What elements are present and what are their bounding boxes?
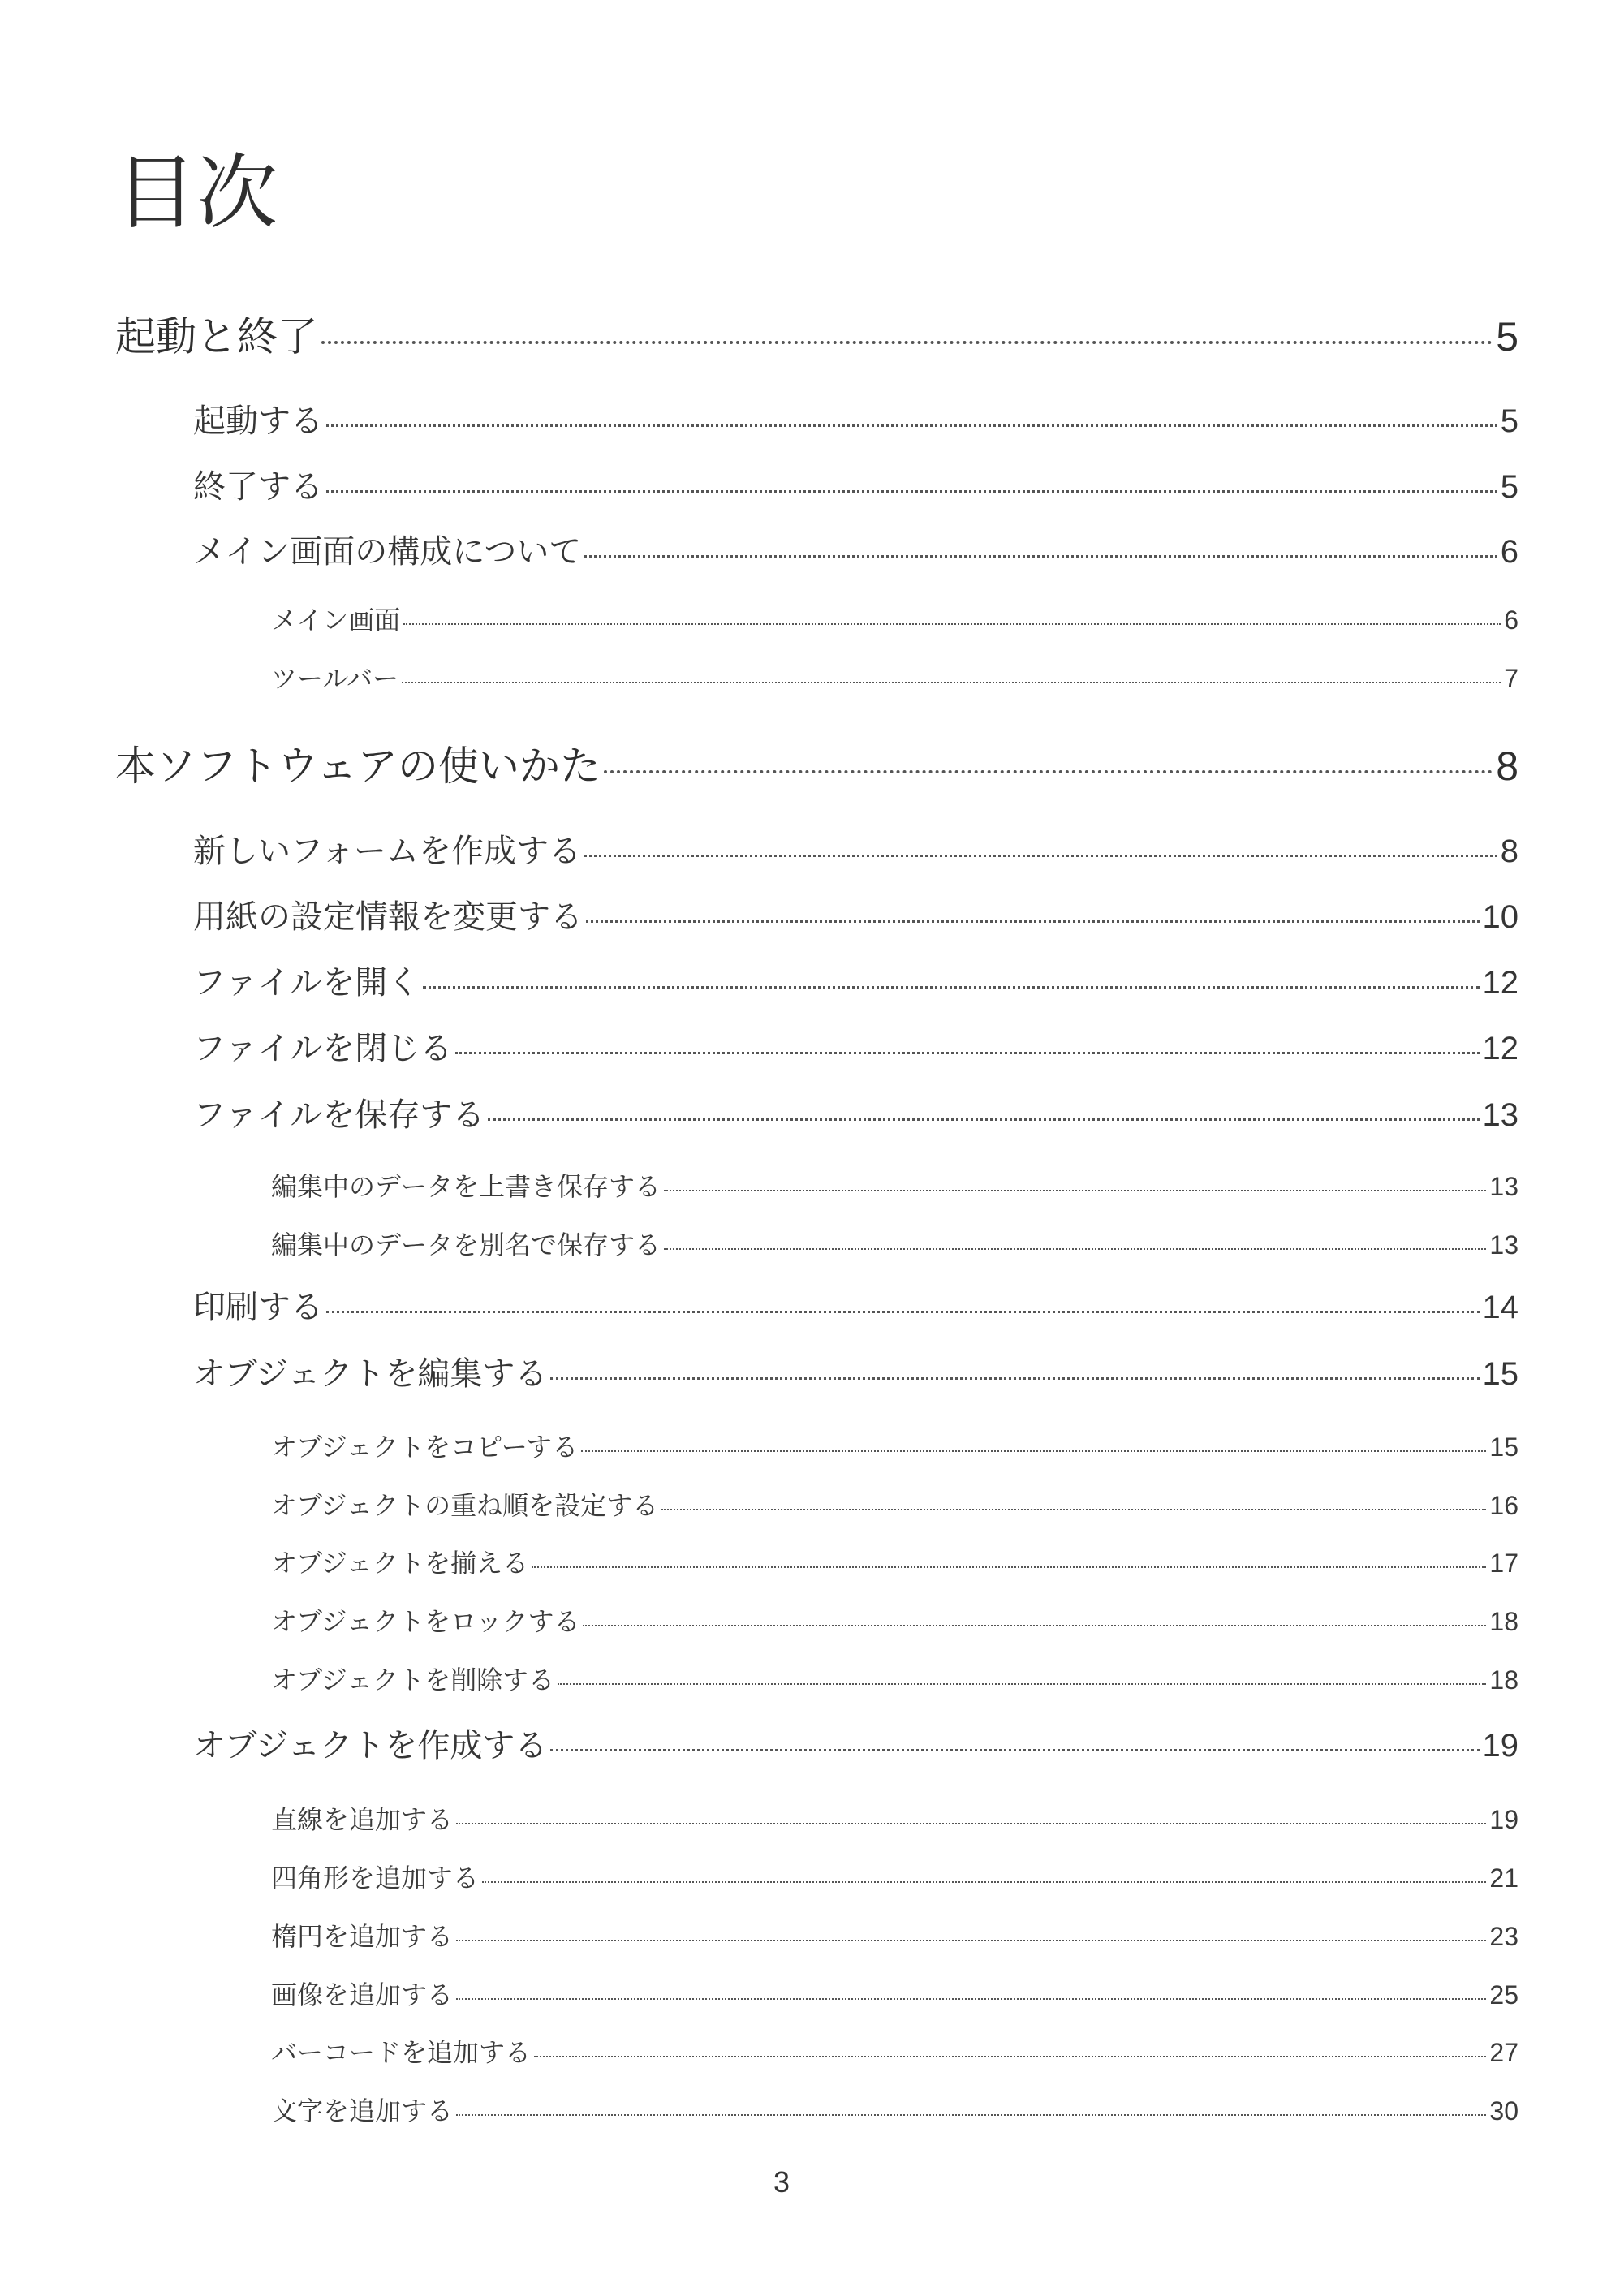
toc-entry-page: 18 (1489, 1665, 1518, 1695)
toc-entry-level-2[interactable] (193, 825, 1518, 871)
page-title: 目次 (115, 145, 278, 240)
toc-entry-page: 10 (1482, 899, 1518, 935)
toc-entry-title: オブジェクトを削除する (271, 1665, 555, 1695)
toc-dot-leader (456, 1940, 1486, 1941)
toc-entry-level-2[interactable] (193, 1348, 1518, 1394)
toc-entry-page: 30 (1489, 2096, 1518, 2126)
toc-entry-page: 16 (1489, 1491, 1518, 1520)
toc-entry-page: 8 (1496, 743, 1518, 789)
toc-entry-page: 13 (1482, 1097, 1518, 1133)
toc-entry-page: 27 (1489, 2038, 1518, 2067)
toc-entry-page: 21 (1489, 1863, 1518, 1893)
toc-dot-leader (402, 682, 1501, 683)
toc-dot-leader (456, 1823, 1486, 1824)
toc-dot-leader (550, 1749, 1479, 1751)
toc-entry-level-3[interactable] (271, 2032, 1518, 2068)
toc-entry-level-3[interactable] (271, 1916, 1518, 1952)
toc-entry-title: オブジェクトの重ね順を設定する (271, 1490, 659, 1521)
toc-entry-level-3[interactable] (271, 1225, 1518, 1260)
toc-dot-leader (550, 1377, 1479, 1380)
toc-entry-level-3[interactable] (271, 1166, 1518, 1202)
toc-entry-title: ファイルを保存する (193, 1096, 485, 1134)
toc-entry-page: 6 (1504, 605, 1518, 635)
toc-entry-level-3[interactable] (271, 658, 1518, 694)
toc-entry-title: 直線を追加する (271, 1804, 454, 1835)
toc-entry-page: 5 (1500, 403, 1518, 439)
toc-dot-leader (532, 1566, 1486, 1568)
toc-dot-leader (326, 424, 1497, 427)
toc-entry-page: 12 (1482, 965, 1518, 1001)
toc-entry-level-2[interactable] (193, 1282, 1518, 1327)
toc-entry-page: 5 (1500, 469, 1518, 505)
toc-entry-level-2[interactable] (193, 957, 1518, 1002)
toc-entry-level-3[interactable] (271, 1427, 1518, 1462)
toc-dot-leader (583, 1625, 1486, 1626)
toc-entry-title: オブジェクトを作成する (193, 1727, 548, 1764)
toc-entry-level-2[interactable] (193, 891, 1518, 937)
toc-entry-level-2[interactable] (193, 1720, 1518, 1765)
toc-entry-page: 7 (1504, 664, 1518, 693)
toc-entry-page: 19 (1489, 1805, 1518, 1834)
toc-entry-title: 編集中のデータを別名で保存する (271, 1230, 661, 1260)
toc-entry-page: 8 (1500, 834, 1518, 869)
toc-dot-leader (664, 1190, 1486, 1191)
toc-dot-leader (534, 2056, 1486, 2057)
toc-entry-title: 終了する (193, 468, 323, 506)
toc-entry-page: 13 (1489, 1230, 1518, 1260)
toc-entry-title: 編集中のデータを上書き保存する (271, 1171, 661, 1202)
toc-entry-title: 本ソフトウェアの使いかた (115, 743, 601, 790)
toc-entry-level-3[interactable] (271, 1975, 1518, 2010)
toc-entry-page: 13 (1489, 1172, 1518, 1201)
toc-dot-leader (326, 490, 1497, 493)
toc-dot-leader (586, 920, 1480, 923)
toc-dot-leader (664, 1248, 1486, 1250)
toc-dot-leader (488, 1118, 1479, 1121)
toc-entry-title: 文字を追加する (271, 2096, 454, 2126)
toc-dot-leader (403, 623, 1501, 625)
toc-entry-level-2[interactable] (193, 395, 1518, 441)
toc-entry-title: ファイルを閉じる (193, 1030, 453, 1067)
toc-dot-leader (482, 1881, 1486, 1883)
toc-entry-level-3[interactable] (271, 600, 1518, 635)
toc-entry-level-2[interactable] (193, 1023, 1518, 1068)
toc-entry-title: メイン画面の構成について (193, 533, 582, 571)
toc-entry-title: 起動する (193, 403, 323, 440)
toc-entry-level-3[interactable] (271, 1660, 1518, 1695)
toc-entry-page: 18 (1489, 1607, 1518, 1636)
toc-entry-level-3[interactable] (271, 1485, 1518, 1521)
toc-entry-title: オブジェクトをコピーする (271, 1432, 579, 1462)
toc-entry-page: 5 (1496, 314, 1518, 360)
toc-entry-level-3[interactable] (271, 2091, 1518, 2126)
toc-entry-title: 画像を追加する (271, 1979, 454, 2010)
page-number: 3 (773, 2165, 790, 2199)
toc-entry-page: 17 (1489, 1549, 1518, 1578)
toc-entry-page: 6 (1500, 534, 1518, 570)
toc-entry-title: 楕円を追加する (271, 1921, 454, 1952)
toc-dot-leader (321, 341, 1493, 344)
toc-entry-title: 印刷する (193, 1289, 323, 1326)
toc-entry-title: 新しいフォームを作成する (193, 833, 581, 870)
toc-dot-leader (455, 1052, 1479, 1054)
toc-entry-page: 15 (1489, 1432, 1518, 1462)
toc-entry-level-1[interactable] (115, 304, 1518, 361)
toc-entry-title: オブジェクトを編集する (193, 1355, 548, 1393)
toc-entry-page: 12 (1482, 1031, 1518, 1066)
toc-entry-page: 19 (1482, 1728, 1518, 1764)
toc-entry-title: オブジェクトを揃える (271, 1548, 529, 1579)
toc-entry-level-2[interactable] (193, 1089, 1518, 1135)
toc-entry-page: 23 (1489, 1922, 1518, 1951)
toc-entry-level-1[interactable] (115, 734, 1518, 790)
toc-dot-leader (584, 555, 1497, 558)
toc-entry-title: ツールバー (271, 663, 399, 694)
toc-entry-level-3[interactable] (271, 1858, 1518, 1893)
toc-entry-level-3[interactable] (271, 1543, 1518, 1579)
toc-dot-leader (604, 770, 1493, 773)
toc-entry-level-3[interactable] (271, 1799, 1518, 1835)
toc-dot-leader (456, 2114, 1486, 2116)
toc-entry-level-2[interactable] (193, 526, 1518, 571)
toc-dot-leader (326, 1311, 1480, 1313)
toc-entry-title: オブジェクトをロックする (271, 1606, 580, 1637)
toc-entry-title: 用紙の設定情報を変更する (193, 898, 583, 936)
toc-entry-title: メイン画面 (271, 605, 401, 635)
toc-entry-title: 起動と終了 (115, 313, 318, 360)
toc-entry-level-3[interactable] (271, 1601, 1518, 1637)
toc-dot-leader (584, 855, 1497, 857)
toc-entry-page: 14 (1482, 1290, 1518, 1325)
toc-dot-leader (423, 986, 1479, 989)
toc-dot-leader (558, 1683, 1486, 1685)
toc-entry-title: ファイルを開く (193, 964, 420, 1002)
toc-dot-leader (456, 1998, 1486, 2000)
toc-entry-title: 四角形を追加する (271, 1863, 480, 1893)
toc-dot-leader (581, 1450, 1486, 1452)
toc-entry-title: バーコードを追加する (271, 2037, 532, 2068)
toc-entry-page: 25 (1489, 1980, 1518, 2010)
toc-dot-leader (661, 1509, 1486, 1510)
toc-entry-level-2[interactable] (193, 461, 1518, 506)
toc-entry-page: 15 (1482, 1356, 1518, 1392)
